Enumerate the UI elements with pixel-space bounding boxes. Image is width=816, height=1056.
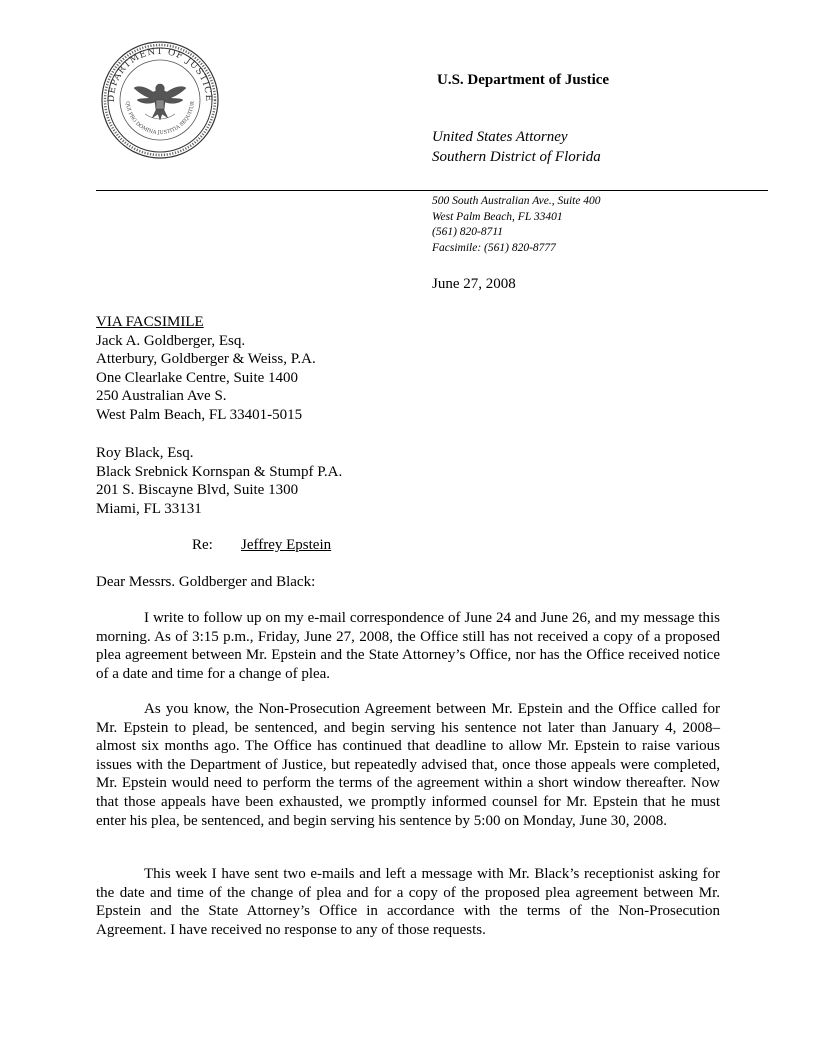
svg-text:DEPARTMENT OF JUSTICE: DEPARTMENT OF JUSTICE bbox=[106, 46, 214, 103]
office-address bbox=[432, 194, 601, 256]
re-subject: Jeffrey Epstein bbox=[241, 537, 332, 553]
agency-name: U.S. Department of Justice bbox=[437, 72, 610, 88]
recipient-block-1 bbox=[96, 313, 316, 425]
recipient-line: Black Srebnick Kornspan & Stumpf P.A. bbox=[96, 463, 343, 480]
body-paragraph-3: This week I have sent two e-mails and left a message with Mr. Black’s receptionist asking for the date and time of the change of plea and for a copy of the proposed plea agreement between Mr. Epstein and the State Attorney’s Office in accordance with the terms of the Non-Prosecution Agreement. I have received no response to any of those requests. bbox=[96, 866, 720, 938]
recipient-line: One Clearlake Centre, Suite 1400 bbox=[96, 369, 299, 386]
phone-line: (561) 820-8711 bbox=[432, 226, 504, 238]
recipient-block-2 bbox=[96, 444, 342, 518]
office-line-2: Southern District of Florida bbox=[432, 149, 601, 165]
recipient-line: Roy Black, Esq. bbox=[96, 445, 194, 461]
address-line: West Palm Beach, FL 33401 bbox=[432, 210, 563, 223]
re-label: Re: bbox=[192, 537, 213, 553]
recipient-line: Jack A. Goldberger, Esq. bbox=[96, 332, 246, 349]
body-paragraph-1: I write to follow up on my e-mail correspondence of June 24 and June 26, and my message this morning. As of 3:15 p.m., Friday, June 27, 2008, the Office still has not received a copy of a proposed plea agreement between Mr. Epstein and the State Attorney’s Office, nor has the Office received notice of a date and time for a change of plea. bbox=[96, 610, 720, 682]
body-paragraph-2: As you know, the Non-Prosecution Agreement between Mr. Epstein and the Office called for Mr. Epstein to plead, be sentenced, and begin serving his sentence not later than January 4, 2008–almost six months ago. The Office has continued that deadline to allow Mr. Epstein to raise various issues with the Department of Justice, but repeatedly advised that, once those appeals were completed, Mr. Epstein would need to perform the terms of the agreement within a short window thereafter. Now that those appeals have been exhausted, we promptly informed counsel for Mr. Epstein that he must enter his plea, be sentenced, and begin serving his sentence by 5:00 on Monday, June 30, 2008. bbox=[96, 701, 720, 829]
office-line-1: United States Attorney bbox=[432, 129, 568, 145]
recipient-line: 250 Australian Ave S. bbox=[96, 388, 227, 405]
office-title bbox=[432, 127, 601, 167]
seal-icon bbox=[100, 40, 220, 160]
delivery-method: VIA FACSIMILE bbox=[96, 314, 204, 330]
salutation: Dear Messrs. Goldberger and Black: bbox=[96, 574, 316, 590]
letter-date: June 27, 2008 bbox=[432, 276, 516, 292]
letterhead-divider bbox=[96, 190, 768, 191]
svg-text:QUI PRO DOMINA JUSTITIA SEQUIT: QUI PRO DOMINA JUSTITIA SEQUITUR bbox=[123, 100, 197, 137]
recipient-line: West Palm Beach, FL 33401-5015 bbox=[96, 406, 303, 423]
department-of-justice-seal bbox=[100, 40, 220, 160]
fax-line: Facsimile: (561) 820-8777 bbox=[432, 241, 556, 254]
recipient-line: 201 S. Biscayne Blvd, Suite 1300 bbox=[96, 482, 299, 499]
recipient-line: Atterbury, Goldberger & Weiss, P.A. bbox=[96, 351, 316, 368]
address-line: 500 South Australian Ave., Suite 400 bbox=[432, 195, 601, 207]
recipient-line: Miami, FL 33131 bbox=[96, 500, 202, 517]
